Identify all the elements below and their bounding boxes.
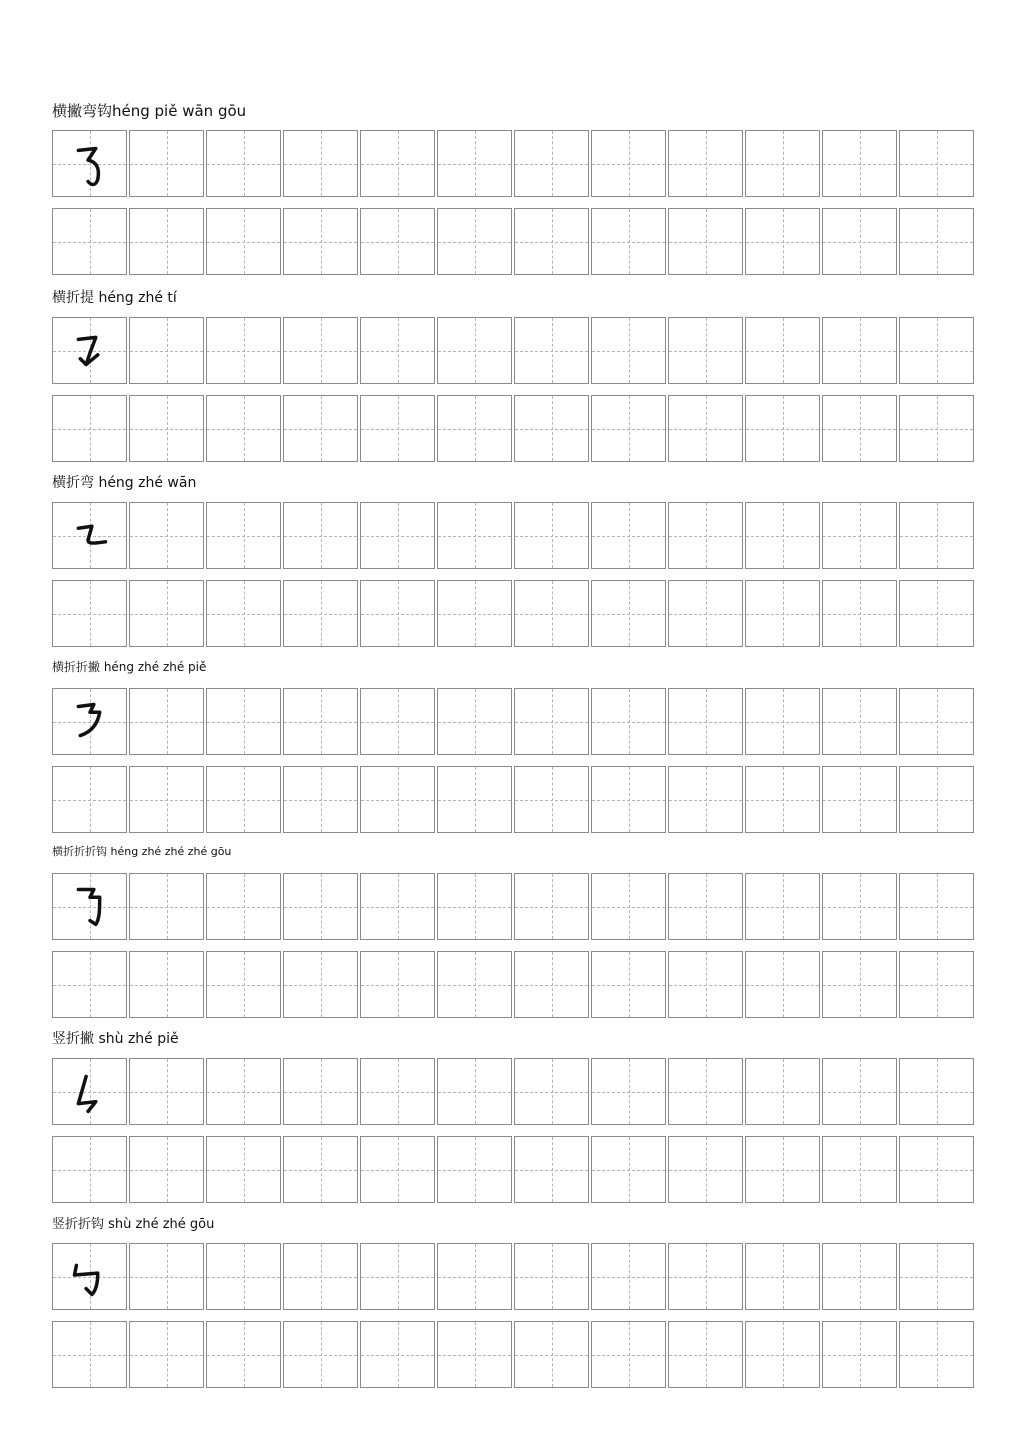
practice-cell[interactable] (437, 1243, 512, 1310)
practice-grid-row (52, 395, 976, 462)
practice-cell[interactable] (129, 766, 204, 833)
practice-cell[interactable] (745, 208, 820, 275)
practice-cell[interactable] (206, 873, 281, 940)
practice-cell[interactable] (591, 130, 666, 197)
practice-cell[interactable] (52, 395, 127, 462)
practice-cell[interactable] (360, 317, 435, 384)
practice-cell[interactable] (591, 317, 666, 384)
practice-cell[interactable] (822, 317, 897, 384)
section-title: 竖折折钩 shù zhé zhé gōu (52, 1217, 215, 1232)
practice-cell[interactable] (206, 395, 281, 462)
section-title: 横折折折钩 héng zhé zhé zhé gōu (52, 845, 232, 858)
practice-cell[interactable] (129, 208, 204, 275)
practice-cell[interactable] (668, 873, 743, 940)
practice-cell[interactable] (899, 1136, 974, 1203)
practice-cell[interactable] (745, 766, 820, 833)
practice-cell[interactable] (129, 130, 204, 197)
practice-cell[interactable] (206, 580, 281, 647)
practice-cell[interactable] (52, 1321, 127, 1388)
practice-cell[interactable] (437, 688, 512, 755)
practice-cell[interactable] (668, 580, 743, 647)
practice-cell[interactable] (437, 1321, 512, 1388)
practice-cell[interactable] (360, 130, 435, 197)
practice-cell[interactable] (437, 1058, 512, 1125)
practice-cell[interactable] (591, 1058, 666, 1125)
practice-grid-row (52, 317, 976, 384)
practice-cell[interactable] (591, 580, 666, 647)
practice-cell[interactable] (283, 1321, 358, 1388)
practice-cell[interactable] (745, 317, 820, 384)
stroke-heng-zhe-zhe-zhe-gou-icon (53, 874, 126, 939)
practice-cell[interactable] (745, 1058, 820, 1125)
stroke-section (52, 843, 976, 1019)
practice-cell[interactable] (745, 873, 820, 940)
practice-cell[interactable] (129, 688, 204, 755)
practice-grid-row (52, 766, 976, 833)
practice-cell[interactable] (668, 130, 743, 197)
practice-cell[interactable] (591, 1136, 666, 1203)
practice-cell[interactable] (206, 317, 281, 384)
practice-cell[interactable] (822, 766, 897, 833)
section-title: 横折提 héng zhé tí (52, 290, 177, 306)
practice-cell[interactable] (745, 951, 820, 1018)
practice-cell[interactable] (129, 502, 204, 569)
practice-cell[interactable] (668, 1243, 743, 1310)
practice-cell[interactable] (899, 951, 974, 1018)
section-title: 横折折撇 héng zhé zhé piě (52, 660, 207, 674)
practice-cell[interactable] (437, 1136, 512, 1203)
practice-cell[interactable] (437, 395, 512, 462)
practice-cell[interactable] (129, 1136, 204, 1203)
practice-cell[interactable] (129, 951, 204, 1018)
practice-cell[interactable] (206, 502, 281, 569)
practice-cell[interactable] (514, 502, 589, 569)
practice-cell[interactable] (899, 502, 974, 569)
stroke-section (52, 287, 976, 463)
practice-cell[interactable] (283, 502, 358, 569)
model-stroke-cell (52, 873, 127, 940)
practice-cell[interactable] (514, 1136, 589, 1203)
practice-grid-row (52, 130, 976, 197)
practice-cell[interactable] (283, 130, 358, 197)
practice-cell[interactable] (52, 208, 127, 275)
model-stroke-cell (52, 130, 127, 197)
practice-cell[interactable] (283, 1243, 358, 1310)
practice-cell[interactable] (668, 395, 743, 462)
practice-grid-row (52, 502, 976, 569)
practice-cell[interactable] (129, 1243, 204, 1310)
practice-cell[interactable] (283, 1058, 358, 1125)
practice-cell[interactable] (206, 1321, 281, 1388)
practice-cell[interactable] (822, 580, 897, 647)
stroke-heng-pie-wan-gou-icon (53, 131, 126, 196)
practice-cell[interactable] (668, 951, 743, 1018)
practice-cell[interactable] (206, 1136, 281, 1203)
section-title: 横折弯 héng zhé wān (52, 475, 197, 491)
stroke-section (52, 1028, 976, 1204)
practice-cell[interactable] (283, 766, 358, 833)
practice-cell[interactable] (360, 766, 435, 833)
practice-cell[interactable] (668, 208, 743, 275)
stroke-heng-zhe-wan-icon (53, 503, 126, 568)
practice-cell[interactable] (899, 1058, 974, 1125)
practice-cell[interactable] (745, 502, 820, 569)
practice-cell[interactable] (668, 766, 743, 833)
practice-cell[interactable] (206, 951, 281, 1018)
practice-cell[interactable] (822, 130, 897, 197)
practice-grid-row (52, 1058, 976, 1125)
practice-grid-row (52, 873, 976, 940)
practice-cell[interactable] (591, 1243, 666, 1310)
practice-cell[interactable] (745, 1321, 820, 1388)
practice-cell[interactable] (514, 766, 589, 833)
practice-cell[interactable] (206, 1243, 281, 1310)
practice-cell[interactable] (822, 1136, 897, 1203)
practice-grid-row (52, 1243, 976, 1310)
practice-cell[interactable] (52, 766, 127, 833)
practice-cell[interactable] (745, 580, 820, 647)
practice-cell[interactable] (591, 395, 666, 462)
practice-cell[interactable] (437, 130, 512, 197)
practice-cell[interactable] (129, 317, 204, 384)
practice-cell[interactable] (591, 951, 666, 1018)
practice-cell[interactable] (514, 317, 589, 384)
practice-cell[interactable] (668, 1136, 743, 1203)
model-stroke-cell (52, 502, 127, 569)
practice-cell[interactable] (591, 688, 666, 755)
practice-cell[interactable] (745, 395, 820, 462)
practice-cell[interactable] (283, 688, 358, 755)
practice-cell[interactable] (822, 502, 897, 569)
practice-cell[interactable] (668, 317, 743, 384)
model-stroke-cell (52, 1058, 127, 1125)
practice-cell[interactable] (822, 1058, 897, 1125)
practice-cell[interactable] (514, 951, 589, 1018)
practice-cell[interactable] (52, 1136, 127, 1203)
practice-cell[interactable] (591, 1321, 666, 1388)
practice-cell[interactable] (514, 688, 589, 755)
practice-cell[interactable] (745, 1136, 820, 1203)
practice-grid-row (52, 688, 976, 755)
practice-cell[interactable] (514, 1058, 589, 1125)
model-stroke-cell (52, 1243, 127, 1310)
practice-cell[interactable] (745, 130, 820, 197)
practice-cell[interactable] (899, 688, 974, 755)
practice-cell[interactable] (514, 1243, 589, 1310)
practice-cell[interactable] (437, 951, 512, 1018)
practice-cell[interactable] (822, 688, 897, 755)
practice-cell[interactable] (899, 317, 974, 384)
stroke-shu-zhe-pie-icon (53, 1059, 126, 1124)
practice-cell[interactable] (360, 208, 435, 275)
practice-cell[interactable] (360, 1136, 435, 1203)
stroke-heng-zhe-ti-icon (53, 318, 126, 383)
practice-cell[interactable] (360, 502, 435, 569)
practice-cell[interactable] (129, 1321, 204, 1388)
stroke-section (52, 100, 976, 276)
practice-cell[interactable] (822, 951, 897, 1018)
model-stroke-cell (52, 688, 127, 755)
practice-cell[interactable] (360, 395, 435, 462)
practice-cell[interactable] (668, 1321, 743, 1388)
stroke-shu-zhe-zhe-gou-icon (53, 1244, 126, 1309)
model-stroke-cell (52, 317, 127, 384)
practice-cell[interactable] (822, 208, 897, 275)
practice-cell[interactable] (206, 130, 281, 197)
practice-cell[interactable] (822, 1243, 897, 1310)
practice-cell[interactable] (437, 766, 512, 833)
section-title: 横撇弯钩héng piě wān gōu (52, 102, 247, 120)
practice-cell[interactable] (591, 873, 666, 940)
practice-grid-row (52, 580, 976, 647)
stroke-section (52, 658, 976, 834)
practice-cell[interactable] (514, 208, 589, 275)
practice-cell[interactable] (360, 1243, 435, 1310)
practice-cell[interactable] (129, 873, 204, 940)
practice-cell[interactable] (514, 395, 589, 462)
practice-cell[interactable] (206, 1058, 281, 1125)
practice-cell[interactable] (514, 580, 589, 647)
practice-cell[interactable] (360, 1321, 435, 1388)
stroke-section (52, 1213, 976, 1389)
practice-cell[interactable] (591, 208, 666, 275)
practice-cell[interactable] (822, 873, 897, 940)
stroke-heng-zhe-zhe-pie-icon (53, 689, 126, 754)
practice-cell[interactable] (437, 502, 512, 569)
practice-cell[interactable] (283, 951, 358, 1018)
practice-cell[interactable] (668, 502, 743, 569)
practice-cell[interactable] (206, 766, 281, 833)
practice-cell[interactable] (899, 766, 974, 833)
practice-cell[interactable] (899, 208, 974, 275)
practice-cell[interactable] (437, 873, 512, 940)
practice-cell[interactable] (129, 580, 204, 647)
practice-cell[interactable] (129, 1058, 204, 1125)
practice-cell[interactable] (899, 1321, 974, 1388)
practice-cell[interactable] (360, 688, 435, 755)
practice-cell[interactable] (514, 873, 589, 940)
practice-cell[interactable] (899, 580, 974, 647)
practice-cell[interactable] (283, 873, 358, 940)
practice-cell[interactable] (591, 766, 666, 833)
practice-cell[interactable] (822, 1321, 897, 1388)
practice-cell[interactable] (206, 208, 281, 275)
practice-cell[interactable] (360, 951, 435, 1018)
practice-cell[interactable] (899, 873, 974, 940)
practice-cell[interactable] (668, 688, 743, 755)
practice-cell[interactable] (745, 1243, 820, 1310)
practice-cell[interactable] (52, 580, 127, 647)
stroke-section (52, 472, 976, 648)
practice-cell[interactable] (899, 395, 974, 462)
practice-cell[interactable] (437, 208, 512, 275)
practice-cell[interactable] (899, 130, 974, 197)
practice-cell[interactable] (437, 317, 512, 384)
practice-cell[interactable] (360, 1058, 435, 1125)
practice-cell[interactable] (822, 395, 897, 462)
practice-cell[interactable] (437, 580, 512, 647)
practice-cell[interactable] (668, 1058, 743, 1125)
practice-cell[interactable] (360, 580, 435, 647)
practice-grid-row (52, 1136, 976, 1203)
practice-cell[interactable] (514, 1321, 589, 1388)
practice-cell[interactable] (283, 1136, 358, 1203)
practice-cell[interactable] (206, 688, 281, 755)
practice-cell[interactable] (745, 688, 820, 755)
practice-grid-row (52, 951, 976, 1018)
practice-cell[interactable] (591, 502, 666, 569)
practice-cell[interactable] (52, 951, 127, 1018)
practice-cell[interactable] (283, 208, 358, 275)
practice-cell[interactable] (283, 395, 358, 462)
practice-cell[interactable] (129, 395, 204, 462)
practice-grid-row (52, 208, 976, 275)
practice-cell[interactable] (514, 130, 589, 197)
practice-cell[interactable] (283, 317, 358, 384)
practice-cell[interactable] (899, 1243, 974, 1310)
section-title: 竖折撇 shù zhé piě (52, 1031, 179, 1047)
practice-cell[interactable] (283, 580, 358, 647)
practice-grid-row (52, 1321, 976, 1388)
practice-cell[interactable] (360, 873, 435, 940)
